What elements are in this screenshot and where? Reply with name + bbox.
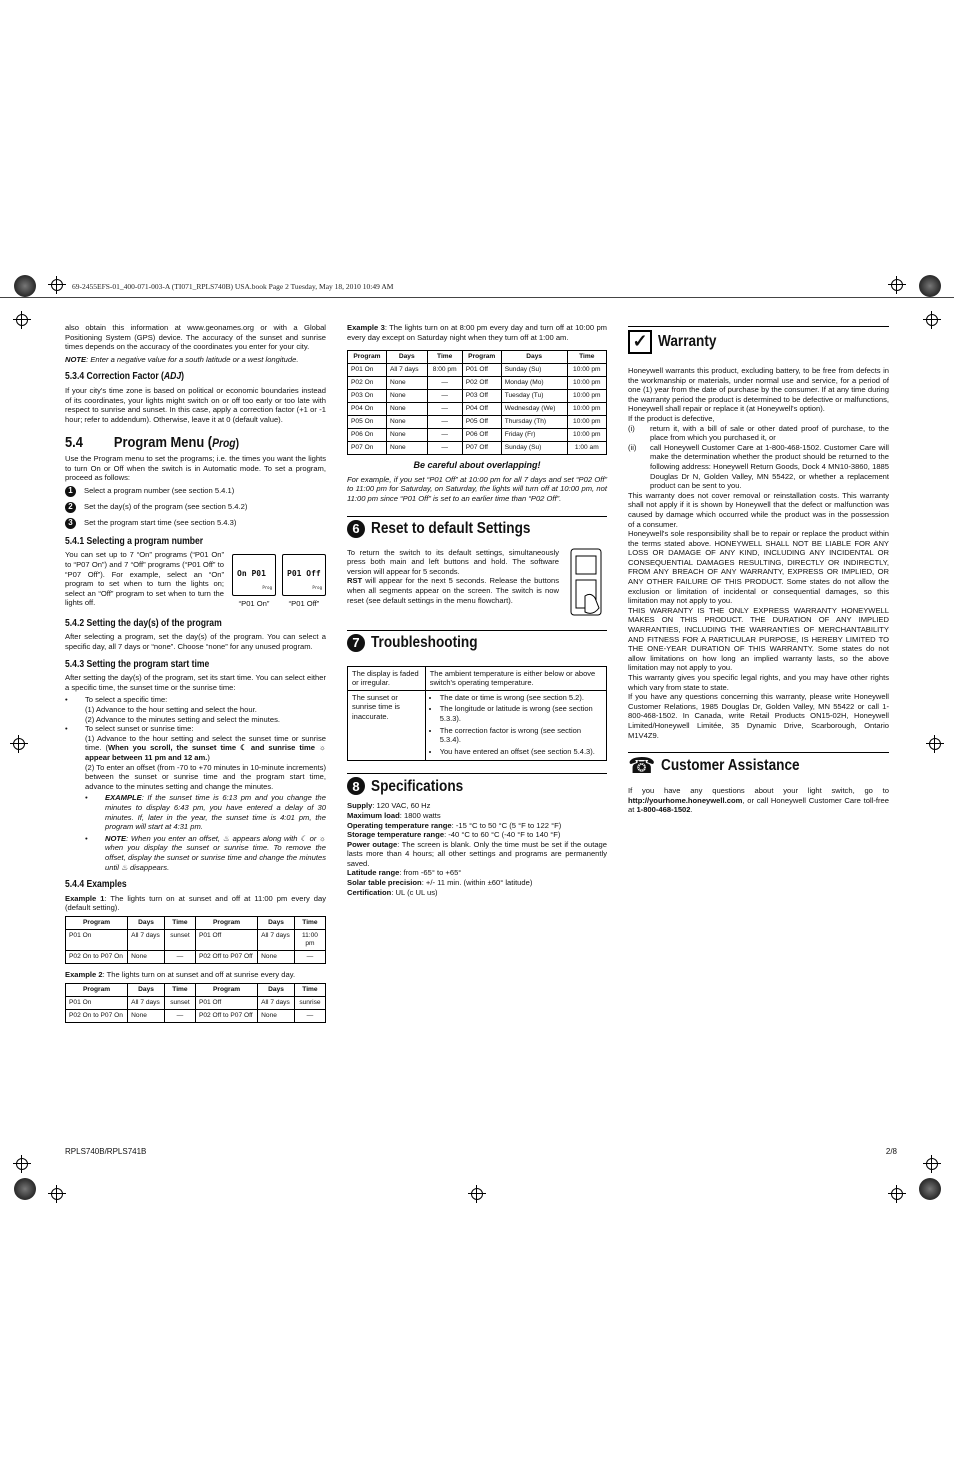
example-3-text: Example 3: The lights turn on at 8:00 pm every day and turn off at 10:00 pm every day except on Saturday night when they turn off at 1:00 am. xyxy=(347,323,607,342)
intro-paragraph: also obtain this information at www.geonames.org or with a Global Positioning System (GPS) device. The accuracy of the sunset and sunrise times depends on the accuracy of the coordinates you enter for your city. xyxy=(65,323,326,352)
table-row: P01 On All 7 days 8:00 pm P01 Off Sunday (Su) 10:00 pm xyxy=(348,364,607,377)
example-3-table xyxy=(347,350,607,455)
table-row: P01 On All 7 days sunset P01 Off All 7 days sunrise xyxy=(66,996,326,1009)
spec-item: Storage temperature range: -40 °C to 60 °C (-40 °F to 140 °F) xyxy=(347,830,561,840)
table-row: P05 On None — P05 Off Thursday (Th) 10:00 pm xyxy=(348,416,607,429)
crop-mark xyxy=(888,276,906,294)
crop-mark xyxy=(48,1185,66,1203)
warranty-paragraph: This warranty does not cover removal or reinstallation costs. This warranty shall not apply if it is shown by Honeywell that the defect or malfunction was caused by damage which occurred while the product was in the possession of a consumer. xyxy=(628,490,889,529)
column-middle xyxy=(347,323,607,897)
table-row: P04 On None — P04 Off Wednesday (We) 10:00 pm xyxy=(348,403,607,416)
table-row: P07 On None — P07 Off Sunday (Su) 1:00 am xyxy=(348,442,607,455)
section-number-badge: 7 xyxy=(347,634,365,652)
step-number: 3 xyxy=(65,518,76,529)
example-1-text: Example 1: The lights turn on at sunset and off at 11:00 pm every day (default setting). xyxy=(65,893,326,913)
section-5-4-1-heading: 5.4.1 Selecting a program number xyxy=(65,535,204,547)
table-header-row: Program Days Time Program Days Time xyxy=(348,351,607,364)
program-number-block xyxy=(65,550,326,611)
section-5-4-3-heading: 5.4.3 Setting the program start time xyxy=(65,658,210,670)
customer-assistance-heading: ☎ Customer Assistance xyxy=(628,752,889,776)
registration-target xyxy=(14,1178,36,1200)
reset-text: To return the switch to its default settings, simultaneously press both main and left buttons and hold. The software version will appear for 5 seconds. RST will appear for the next 5 seconds. Release the buttons when all segments appear on the screen. The switch is now reset (see default settings in the menu flowchart). xyxy=(347,547,559,605)
spec-item: Latitude range: from -65° to +65° xyxy=(347,868,462,878)
switch-reset-illustration xyxy=(567,548,607,618)
section-number-badge: 6 xyxy=(347,520,365,538)
spec-item: Supply: 120 VAC, 60 Hz xyxy=(347,801,431,811)
example-2-table xyxy=(65,983,326,1023)
section-8-heading: 8 Specifications xyxy=(347,773,607,795)
spec-item: Power outage: The screen is blank. Only the time must be set if the outage lasts more than 4 hours; all other settings and programs are permanently saved. xyxy=(347,839,608,868)
example-1-table xyxy=(65,916,326,964)
section-5-4-3-text: After setting the day(s) of the program, set its start time. You can select either a specific time, the sunset time or the sunrise time: xyxy=(65,673,326,692)
step-number: 1 xyxy=(65,486,76,497)
table-row: P03 On None — P03 Off Tuesday (Tu) 10:00 pm xyxy=(348,390,607,403)
registration-target xyxy=(919,1178,941,1200)
lcd-caption: “P01 On” xyxy=(238,598,270,608)
lcd-display-off: P01 Off Prog xyxy=(282,554,326,596)
troubleshooting-table xyxy=(347,666,607,762)
section-6-heading: 6 Reset to default Settings xyxy=(347,516,607,538)
warranty-paragraph: Honeywell's sole responsibility shall be to repair or replace the product within the terms stated above. HONEYWELL SHALL NOT BE LIABLE FOR ANY LOSS OR DAMAGE OF ANY KIND, INCLUDING ANY INCIDENTAL OR CONSEQUENTIAL DAMAGES RESULTING, DIRECTLY OR INDIRECTLY, FROM ANY BREACH OF ANY WARRANTY, EXPRESS OR IMPLIED, OR ANY OTHER FAILURE OF THIS PRODUCT. Some states do not allow the exclusion or limitation of incidental or consequential damages, so this limitation may not apply to you. xyxy=(628,529,889,606)
lcd-display-on: On P01 Prog xyxy=(232,554,276,596)
support-link[interactable]: http://yourhome.honeywell.com xyxy=(628,795,743,805)
footer-model: RPLS740B/RPLS741B xyxy=(65,1147,147,1156)
trim-line xyxy=(0,297,954,298)
spec-item: Certification: UL (c UL us) xyxy=(347,887,438,897)
example-2-text: Example 2: The lights turn on at sunset and off at sunrise every day. xyxy=(65,969,296,979)
section-5-4-text: Use the Program menu to set the programs; i.e. the times you want the lights to turn On or Off when the switch is in Automatic mode. To set a program, proceed as follows: xyxy=(65,453,326,483)
bullet-item: • To select sunset or sunrise time: (1) Advance to the hour setting and select the sunset time or sunrise time. (When you scroll, the sunset time ☾ and sunrise time ☼ appear between 11 pm and 12 am.) (2) To enter an offset (from -70 to +70 minutes in 10-minute increments) between the sunset or sunrise time and the program start time, advance to the minutes setting and change the minutes. • EXAMPLE: If the sunset time is 6:13 pm and you change the minutes to display 6:43 pm, you have entered a delay of 30 minutes. If, later in the year, the sunset time is 4:01 pm, the program will start at 4:31 pm. • NOTE: When you enter an offset, ♨ appears along with ☾ or ☼ when you display the sunset or sunrise time. To remove the offset, display the sunset or sunrise time and change the minutes until ♨ disappears. xyxy=(65,724,326,872)
crop-mark xyxy=(888,1185,906,1203)
warranty-list-item: (ii) call Honeywell Customer Care at 1-800-468-1502. Customer Care will make the determination whether the product should be returned to the following address: Honeywell Return Goods, Dock 4 MN10-3860, 1885 Douglas Dr N, Golden Valley, MN 55422, or whether a replacement product can be sent to you. xyxy=(628,442,889,491)
spec-item: Operating temperature range: -15 °C to 50 °C (5 °F to 122 °F) xyxy=(347,820,562,830)
crop-mark xyxy=(13,1155,31,1173)
crop-mark xyxy=(13,311,31,329)
print-header: 69-2455EFS-01_400-071-003-A (TI071_RPLS740B) USA.book Page 2 Tuesday, May 18, 2010 10:49 AM xyxy=(72,282,394,291)
crop-mark xyxy=(926,735,944,753)
crop-mark xyxy=(468,1185,486,1203)
table-row: P02 On None — P02 Off Monday (Mo) 10:00 pm xyxy=(348,377,607,390)
table-header-row: Program Days Time Program Days Time xyxy=(66,983,326,996)
lcd-illustrations xyxy=(232,554,326,611)
section-5-4-1-text: You can set up to 7 “On” programs (“P01 On” to “P07 On”) and 7 “Off” programs (“P01 Off” to “P07 Off”). For example, select an “On” program to set when to turn the lights on; select an “Off” program to set when to turn the lights off. xyxy=(65,550,224,608)
section-5-4-4-heading: 5.4.4 Examples xyxy=(65,879,127,891)
registration-target xyxy=(14,275,36,297)
warranty-heading: ✓ Warranty xyxy=(628,326,889,354)
overlap-warning-title: Be careful about overlapping! xyxy=(413,460,541,471)
warranty-paragraph: Honeywell warrants this product, excluding battery, to be free from defects in the workmanship or materials, under normal use and service, for a period of one (1) year from the date of purchase by the consumer. If at any time during the warranty period the product is determined to be defective or malfunctions, Honeywell shall repair or replace it (at Honeywell's option). xyxy=(628,366,889,414)
table-header-row: Program Days Time Program Days Time xyxy=(66,916,326,929)
bullet-item: • To select a specific time: (1) Advance to the hour setting and select the hour. (2) Advance to the minutes setting and select the minutes. xyxy=(65,695,281,724)
table-row: P02 On to P07 On None — P02 Off to P07 Off None — xyxy=(66,1009,326,1022)
note: NOTE: Enter a negative value for a south latitude or a west longitude. xyxy=(65,354,299,364)
crop-mark xyxy=(923,1155,941,1173)
overlap-warning-text: For example, if you set “P01 Off” at 10:00 pm for all 7 days and set “P02 Off” to 11:00 pm for Saturday, on Saturday, the lights will turn off at 10:00 pm, not 11:00 pm since “P01 Off” is set to an earlier time than “P02 Off”. xyxy=(347,474,607,503)
registration-target xyxy=(919,275,941,297)
warranty-list-item: (i) return it, with a bill of sale or other dated proof of purchase, to the place from which you purchased it, or xyxy=(628,423,889,443)
lcd-caption: “P01 Off” xyxy=(288,598,320,608)
step-number: 2 xyxy=(65,502,76,513)
crop-mark xyxy=(48,276,66,294)
table-row: The sunset or sunrise time is inaccurate. • The date or time is wrong (see section 5.2). • The longitude or latitude is wrong (see section 5.3.3). • The correction factor is wrong (see section 5.3.4). • You have entered an offset (see section 5.4.3). xyxy=(348,690,607,761)
step-item: 2 Set the day(s) of the program (see section 5.4.2) xyxy=(65,502,326,513)
table-row: P02 On to P07 On None — P02 Off to P07 Off None — xyxy=(66,950,326,963)
footer-page-number: 2/8 xyxy=(885,1147,897,1156)
specifications-list xyxy=(347,801,607,897)
note-bullet: • NOTE: When you enter an offset, ♨ appears along with ☾ or ☼ when you display the sunset or sunrise time. To remove the offset, display the sunset or sunrise time and change the minutes until ♨ disappears. xyxy=(85,833,326,872)
section-5-4-heading: 5.4 Program Menu (Prog) xyxy=(65,434,240,452)
customer-assistance-text: If you have any questions about your light switch, go to http://yourhome.honeywell.com, or call Honeywell Customer Care toll-free at 1-800-468-1502. xyxy=(628,786,889,815)
spec-item: Maximum load: 1800 watts xyxy=(347,810,441,820)
warranty-paragraph: This warranty gives you specific legal rights, and you may have other rights which vary from state to state. xyxy=(628,673,889,692)
table-row: P06 On None — P06 Off Friday (Fr) 10:00 pm xyxy=(348,429,607,442)
column-left xyxy=(65,323,326,1029)
section-7-heading: 7 Troubleshooting xyxy=(347,630,607,652)
section-5-4-2-heading: 5.4.2 Setting the day(s) of the program xyxy=(65,617,222,629)
crop-mark xyxy=(923,311,941,329)
step-item: 3 Set the program start time (see section 5.4.3) xyxy=(65,518,326,529)
warranty-paragraph: If the product is defective, xyxy=(628,413,715,423)
support-phone: 1-800-468-1502 xyxy=(636,805,691,815)
telephone-icon: ☎ xyxy=(628,753,656,779)
table-row: The display is faded or irregular. The ambient temperature is either below or above switch's operating temperature. xyxy=(348,666,607,690)
step-item: 1 Select a program number (see section 5.4.1) xyxy=(65,486,326,497)
section-5-3-4-heading: 5.3.4 Correction Factor (ADJ) xyxy=(65,371,185,383)
section-5-4-2-text: After selecting a program, set the day(s) of the program. You can select a specific day, all 7 days or “none”. Choose “none” for any unused program. xyxy=(65,632,326,652)
warranty-paragraph: If you have any questions concerning this warranty, please write Honeywell Customer Relations, 1985 Douglas Dr, Golden Valley, MN 55422 or call 1-800-468-1502. In Canada, write Retail Products ON15-02H, Honeywell Limited/Honeywell Limitée, 35 Dynamic Drive, Scarborough, Ontario M1V4Z9. xyxy=(628,692,889,740)
checkbox-icon: ✓ xyxy=(628,330,652,354)
spec-item: Solar table precision: +/- 11 min. (within ±60° latitude) xyxy=(347,878,533,888)
reset-block xyxy=(347,548,607,618)
section-5-3-4-text: If your city's time zone is based on political or economic boundaries instead of its coordinates, your lights might switch on or off too early or too late with respect to sunrise and sunset. In this case, apply a correction factor (+1 or -1 hour; refer to addendum). Otherwise, leave it at 0 (default value). xyxy=(65,385,326,424)
section-number-badge: 8 xyxy=(347,777,365,795)
column-right xyxy=(628,323,889,815)
table-row: P01 On All 7 days sunset P01 Off All 7 days 11:00 pm xyxy=(66,929,326,950)
warranty-paragraph: THIS WARRANTY IS THE ONLY EXPRESS WARRANTY HONEYWELL MAKES ON THIS PRODUCT. THE DURATION OF ANY IMPLIED WARRANTIES, INCLUDING THE WARRANTIES OF MERCHANTABILITY AND FITNESS FOR A PARTICULAR PURPOSE, IS HEREBY LIMITED TO THE ONE-YEAR DURATION OF THIS WARRANTY. Some states do not allow limitations on how long an implied warranty lasts, so the above limitation may not apply to you. xyxy=(628,605,889,673)
crop-mark xyxy=(10,735,28,753)
example-bullet: • EXAMPLE: If the sunset time is 6:13 pm and you change the minutes to display 6:43 pm, you have entered a delay of 30 minutes. If, later in the year, the sunset time is 4:01 pm, the program will start at 4:31 pm. xyxy=(85,793,326,832)
